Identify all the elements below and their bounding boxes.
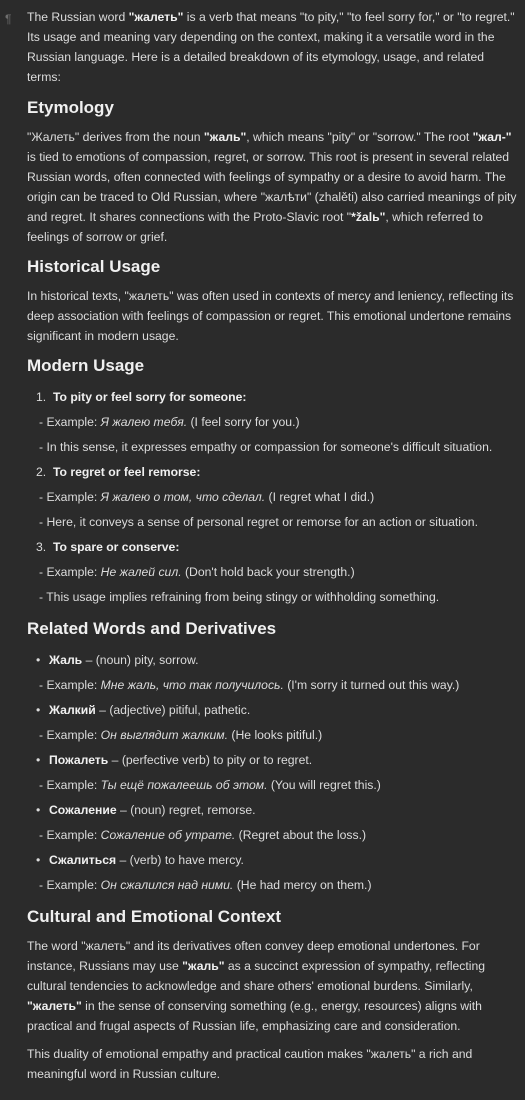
intro-paragraph: The Russian word "жалеть" is a verb that means "to pity," "to feel sorry for," or "to regret." Its usage and meaning vary depending on the context, making it a versatile word in the Russian language. Here is a detailed breakdown of its etymology, usage, and related terms: <box>27 10 515 84</box>
list-item: 1. To pity or feel sorry for someone: <box>36 390 247 404</box>
bullet-icon: • <box>36 703 41 717</box>
list-item: • Пожалеть – (perfective verb) to pity or to regret. <box>27 748 517 773</box>
example-line: - Example: Я жалею тебя. (I feel sorry for you.) <box>39 415 300 429</box>
bullet-icon: • <box>36 853 41 867</box>
note-line: - Here, it conveys a sense of personal regret or remorse for an action or situation. <box>39 515 478 529</box>
example-line: - Example: Ты ещё пожалеешь об этом. (You will regret this.) <box>39 778 381 792</box>
historical-paragraph: In historical texts, "жалеть" was often used in contexts of mercy and leniency, reflecting its deep association with feelings of compassion or regret. This emotional undertone remains significant in modern usage. <box>27 289 514 343</box>
list-item: 2. To regret or feel remorse: <box>36 465 201 479</box>
related-words-list <box>27 648 517 898</box>
bullet-icon: • <box>36 803 41 817</box>
note-line: - In this sense, it expresses empathy or compassion for someone's difficult situation. <box>39 440 493 454</box>
list-item: 3. To spare or conserve: <box>36 540 180 554</box>
example-line: - Example: Он выглядит жалким. (He looks pitiful.) <box>39 728 323 742</box>
list-item: • Жалкий – (adjective) pitiful, pathetic. <box>27 698 517 723</box>
example-line: - Example: Он сжалился над ними. (He had mercy on them.) <box>39 878 372 892</box>
document-body <box>27 7 517 1084</box>
modern-usage-list <box>27 385 517 610</box>
pilcrow-icon: ¶ <box>5 12 12 26</box>
heading-cultural-context: Cultural and Emotional Context <box>27 907 282 926</box>
heading-etymology: Etymology <box>27 98 114 117</box>
list-item: • Сожаление – (noun) regret, remorse. <box>27 798 517 823</box>
note-line: - This usage implies refraining from being stingy or withholding something. <box>39 590 440 604</box>
list-item: • Сжалиться – (verb) to have mercy. <box>27 848 517 873</box>
heading-modern-usage: Modern Usage <box>27 356 145 375</box>
list-item: • Жаль – (noun) pity, sorrow. <box>27 648 517 673</box>
bullet-icon: • <box>36 753 41 767</box>
closing-paragraph: This duality of emotional empathy and practical caution makes "жалеть" a rich and meaningful word in Russian culture. <box>27 1047 473 1081</box>
example-line: - Example: Мне жаль, что так получилось. (I'm sorry it turned out this way.) <box>39 678 460 692</box>
heading-historical-usage: Historical Usage <box>27 257 161 276</box>
example-line: - Example: Я жалею о том, что сделал. (I regret what I did.) <box>39 490 375 504</box>
etymology-paragraph: "Жалеть" derives from the noun "жаль", which means "pity" or "sorrow." The root "жал-" is tied to emotions of compassion, regret, or sorrow. This root is present in several related Russian words, often connected with feelings of sympathy or a desire to avoid harm. The origin can be traced to Old Russian, where "жалѣти" (zhalěti) also carried meanings of pity and regret. It shares connections with the Proto-Slavic root "*žalь", which referred to feelings of sorrow or grief. <box>27 130 517 244</box>
example-line: - Example: Не жалей сил. (Don't hold back your strength.) <box>39 565 355 579</box>
heading-related-words: Related Words and Derivatives <box>27 619 277 638</box>
cultural-paragraph: The word "жалеть" and its derivatives often convey deep emotional undertones. For instance, Russians may use "жаль" as a succinct expression of sympathy, reflecting cultural tendencies to acknowledge and share others' emotional burdens. Similarly, "жалеть" in the sense of conserving something (e.g., energy, resources) aligns with practical and frugal aspects of Russian life, emphasizing care and consideration. <box>27 939 486 1033</box>
example-line: - Example: Сожаление об утрате. (Regret about the loss.) <box>39 828 367 842</box>
bullet-icon: • <box>36 653 41 667</box>
